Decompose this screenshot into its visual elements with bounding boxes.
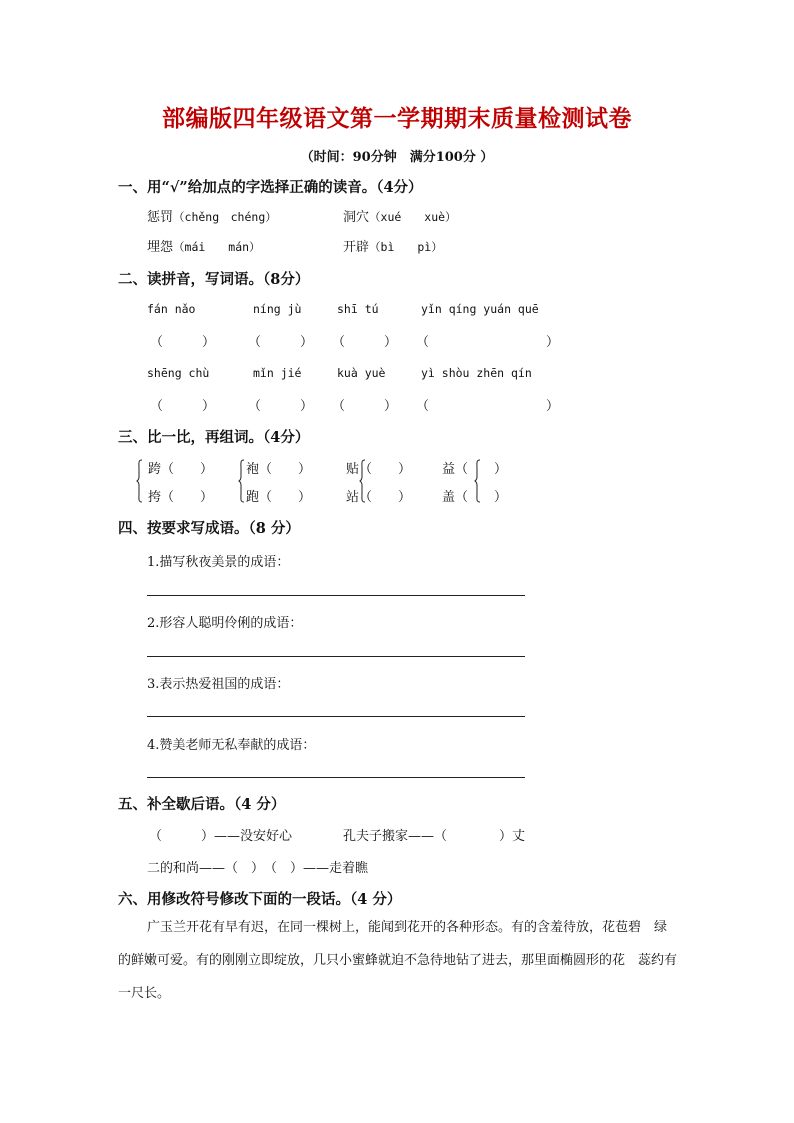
pinyin-prompt: shēng chù	[147, 366, 210, 380]
section-4-heading: 四、按要求写成语。（8 分）	[118, 520, 300, 537]
pinyin-prompt: shī tú	[337, 302, 379, 316]
idiom-prompt: 4.赞美老师无私奉献的成语：	[147, 738, 316, 753]
answer-blank[interactable]: （ ）	[150, 399, 216, 414]
pinyin-prompt: fán nǎo	[147, 302, 196, 316]
compare-char: 挎	[148, 490, 162, 505]
answer-blank[interactable]: （ ）	[332, 335, 398, 350]
section-5-heading: 五、补全歇后语。（4 分）	[118, 796, 286, 813]
exam-subtitle: （时间：90分钟 满分100分 ）	[300, 150, 494, 165]
pronunciation-item	[343, 206, 457, 225]
section-2-heading: 二、读拼音，写词语。（8分）	[118, 271, 310, 288]
pinyin-prompt: kuà yuè	[337, 366, 386, 380]
answer-blank[interactable]: （ ）	[416, 335, 560, 350]
page-title: 部编版四年级语文第一学期期末质量检测试卷	[162, 105, 632, 132]
answer-blank[interactable]: （ ）	[359, 490, 412, 505]
compare-char: 贴	[346, 462, 360, 477]
answer-blank[interactable]: （ ）	[150, 335, 216, 350]
compare-item	[246, 458, 311, 477]
pinyin-prompt: yǐn qíng yuán quē	[421, 302, 539, 316]
paragraph-line: 广玉兰开花有早有迟，在同一棵树上，能闻到花开的各种形态。有的含羞待放，花苞碧 绿	[147, 920, 668, 935]
pinyin-prompt: mǐn jié	[253, 366, 302, 380]
answer-blank[interactable]: （ ）	[248, 399, 314, 414]
answer-blank[interactable]: （ ）	[248, 335, 314, 350]
answer-line[interactable]	[147, 716, 525, 717]
item-options: （mái mán）	[173, 240, 261, 254]
compare-char: 跨	[148, 462, 162, 477]
answer-line[interactable]	[147, 777, 525, 778]
answer-line[interactable]	[147, 595, 525, 596]
pinyin-prompt: yì shòu zhēn qín	[421, 366, 532, 380]
compare-item	[148, 458, 213, 477]
idiom-prompt: 3.表示热爱祖国的成语：	[147, 677, 290, 692]
answer-blank[interactable]: （ ）	[161, 490, 214, 505]
idiom-prompt: 1.描写秋夜美景的成语：	[147, 555, 290, 570]
compare-item	[442, 486, 507, 505]
section-6-heading: 六、用修改符号修改下面的一段话。（4 分）	[118, 891, 402, 908]
brace-icon	[136, 459, 143, 503]
compare-char: 站	[346, 490, 360, 505]
compare-item	[346, 486, 411, 505]
item-word: 埋怨	[147, 240, 174, 255]
item-word: 惩罚	[147, 210, 174, 225]
answer-blank[interactable]: （ ）	[416, 399, 560, 414]
compare-char: 盖	[442, 490, 456, 505]
item-options: （chěng chéng）	[173, 210, 277, 224]
compare-item	[442, 458, 507, 477]
item-word: 洞穴	[343, 210, 370, 225]
item-options: （xué xuè）	[369, 210, 457, 224]
pronunciation-item	[343, 236, 443, 255]
paragraph-line: 一尺长。	[118, 986, 171, 1001]
answer-line[interactable]	[147, 656, 525, 657]
compare-char: 袍	[246, 462, 260, 477]
answer-blank[interactable]: （ ）	[359, 462, 412, 477]
answer-blank[interactable]: （ ）	[259, 490, 312, 505]
answer-blank[interactable]: （ ）	[332, 399, 398, 414]
pronunciation-item	[147, 206, 277, 225]
pinyin-prompt: níng jù	[253, 302, 302, 316]
proverb-item[interactable]: 二的和尚——（ ） （ ）——走着瞧	[147, 861, 369, 876]
section-3-heading: 三、比一比，再组词。（4分）	[118, 429, 310, 446]
compare-item	[148, 486, 213, 505]
compare-char: 益	[442, 462, 456, 477]
item-word: 开辟	[343, 240, 370, 255]
idiom-prompt: 2.形容人聪明伶俐的成语：	[147, 616, 303, 631]
compare-item	[346, 458, 411, 477]
proverb-item[interactable]: 孔夫子搬家——（ ）丈	[343, 829, 526, 844]
answer-blank[interactable]: （ ）	[161, 462, 214, 477]
brace-icon	[238, 459, 245, 503]
section-1-heading: 一、用“√”给加点的字选择正确的读音。（4分）	[118, 179, 423, 196]
compare-item	[246, 486, 311, 505]
paragraph-line: 的鲜嫩可爱。有的刚刚立即绽放，几只小蜜蜂就迫不急待地钻了进去，那里面椭圆形的花 蕊约有	[118, 953, 678, 968]
compare-char: 跑	[246, 490, 260, 505]
answer-blank[interactable]: （ ）	[455, 462, 508, 477]
proverb-item[interactable]: （ ）——没安好心	[149, 829, 293, 844]
item-options: （bì pì）	[369, 240, 443, 254]
pronunciation-item	[147, 236, 261, 255]
answer-blank[interactable]: （ ）	[455, 490, 508, 505]
answer-blank[interactable]: （ ）	[259, 462, 312, 477]
